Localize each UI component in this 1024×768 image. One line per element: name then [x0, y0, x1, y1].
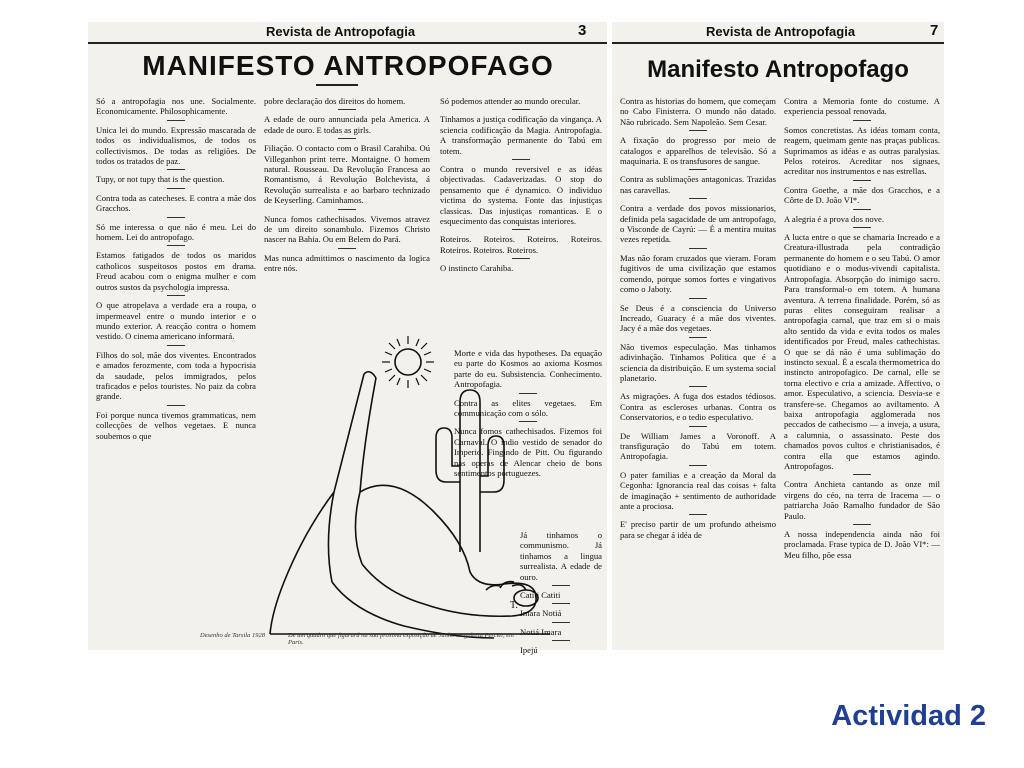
right-page-title: Manifesto Antropofago [647, 56, 909, 83]
paragraph: Contra a verdade dos povos missionarios, definida pela sagacidade de um antropofago, o Visconde de Cayrú: — É a mentira muitas vezes repetida. [620, 203, 776, 245]
paragraph: Catiti Catiti [520, 590, 561, 601]
separator-dash [552, 603, 570, 604]
paragraph: A fixação do progresso por meio de catalogos e apparelhos de televisão. Só a maquinaria. E os transfusores de sangue. [620, 135, 776, 167]
separator-dash [689, 169, 707, 170]
paragraph: Nunca fomos cathechisados. Fizemos foi Carnaval. O indio vestido de senador do Imperio. Fingindo de Pitt. Ou figurando nas operas de Alencar cheio de bons sentimentos portuguezes. [454, 426, 602, 479]
paragraph: Tinhamos a justiça codificação da vingança. A sciencia codificação da Magia. Antropofagia. A transformação permanente do Tabú em totem. [440, 114, 602, 156]
separator-dash [512, 109, 530, 110]
paragraph: Contra as elites vegetaes. Em communicação com o sólo. [454, 397, 602, 419]
separator-dash [167, 345, 185, 346]
paragraph: O pater familias e a creação da Moral da Cegonha: Ignorancia real das coisas + falta de imaginação + sentimento de authoridade ante a prociosa. [620, 469, 776, 511]
drawing-caption-note: De um quadro que figurará na sua proxima exposição de Junho na galeria Percier, em Paris. [288, 632, 514, 646]
paragraph: De William James a Voronoff. A transfiguração do Tabú em totem. Antropofagia. [620, 430, 776, 462]
paragraph: Só podemos attender ao mundo orecular. [440, 96, 581, 106]
separator-dash [512, 159, 530, 160]
separator-dash [689, 426, 707, 427]
paragraph: Contra a Memoria fonte do costume. A experiencia pessoal renovada. [784, 96, 940, 117]
left-column-2 [264, 96, 430, 336]
separator-dash [853, 524, 871, 525]
paragraph: Só me interessa o que não é meu. Lei do homem. Lei do antropofago. [96, 221, 256, 243]
left-page-number: 3 [578, 22, 587, 39]
separator-dash [512, 258, 530, 259]
paragraph: O instincto Carahiba. [440, 263, 514, 274]
separator-dash [167, 405, 185, 406]
paragraph: As migrações. A fuga dos estados tédiosos. Contra as escleroses urbanas. Contra os Conservatorios, e o tedio especulativo. [620, 391, 776, 423]
title-rule [316, 84, 358, 86]
separator-dash [853, 227, 871, 228]
separator-dash [552, 585, 570, 586]
paragraph: Estamos fatigados de todos os maridos catholicos suspeitosos postos em drama. Freud acabou com o enigma mulher e com outros sustos da psychologia impressa. [96, 250, 256, 292]
paragraph: O que atropelava a verdade era a roupa, o impermeavel entre o mundo interior e o mundo exterior. A reacção contra o homem vestido. O cinema americano informará. [96, 300, 256, 342]
separator-dash [689, 198, 707, 199]
paragraph: A alegria é a prova dos nove. [784, 213, 884, 224]
separator-dash [853, 209, 871, 210]
paragraph: A edade de ouro annunciada pela America. A edade de ouro. E todas as girls. [264, 114, 430, 135]
separator-dash [167, 245, 185, 246]
separator-dash [167, 120, 185, 121]
right-column-1 [620, 96, 776, 648]
separator-dash [338, 209, 356, 210]
separator-dash [853, 474, 871, 475]
separator-dash [167, 188, 185, 189]
paragraph: Ipejú [520, 645, 538, 656]
paragraph: Não tivemos especulação. Mas tinhamos adivinhação. Tinhamos Politica que é a sciencia da distribuição. E um systema social planetario. [620, 341, 776, 383]
left-column-1 [96, 96, 256, 648]
paragraph: Foi porque nunca tivemos grammaticas, nem collecções de velhos vegetaes. E nunca soubemos o que [96, 409, 256, 441]
separator-dash [689, 248, 707, 249]
paragraph: Contra o mundo reversivel e as idéas objectivadas. Cadaverizadas. O stop do pensamento que é dynamico. O individuo victima do systema. Fonte das injustiças classicas. Das injustiças romanticas. E o esquecimento das conquistas interiores. [440, 164, 602, 227]
separator-dash [338, 138, 356, 139]
paragraph: E' preciso partir de um profundo atheismo para se chegar á idéa de [620, 519, 776, 540]
paragraph: Contra as sublimações antagonicas. Trazidas nas caravellas. [620, 174, 776, 195]
paragraph: Contra Anchieta cantando as onze mil virgens do céo, na terra de Iracema — o patriarcha João Ramalho fundador de São Paulo. [784, 479, 940, 521]
right-newspaper-page [612, 22, 944, 650]
separator-dash [689, 130, 707, 131]
paragraph: pobre declaração dos direitos do homem. [264, 96, 406, 106]
paragraph: Filiação. O contacto com o Brasil Carahiba. Oú Villeganhon print terre. Montaigne. O homem natural. Rousseau. Da Revolução Francesa ao Romantismo, á Revolução Bolchevista, á Revolução surrealista e ao barbaro technizado de Keyserling. Caminhamos. [264, 143, 430, 206]
drawing-signature: T. [510, 600, 518, 611]
paragraph: Se Deus é a consciencia do Universo Increado, Guaracy é a mãe dos viventes. Jacy é a mãe dos vegetaes. [620, 302, 776, 334]
separator-dash [338, 248, 356, 249]
left-newspaper-page [88, 22, 608, 656]
paragraph: Contra as historias do homem, que começam no Cabo Finisterra. O mundo não datado. Não rubricado. Sem Napoleão. Sem Cesar. [620, 96, 776, 127]
activity-label: Actividad 2 [831, 700, 986, 732]
left-page-title: MANIFESTO ANTROPOFAGO [142, 50, 554, 81]
separator-dash [552, 640, 570, 641]
paragraph: Nunca fomos cathechisados. Vivemos atravez de um direito sonambulo. Fizemos Christo nascer na Bahia. Ou em Belem do Pará. [264, 213, 430, 245]
paragraph: A lucta entre o que se chamaria Increado e a Creatura-illustrada pela contradição permanente do homem e o seu Tabú. O amor quotidiano e o modus-vivendi capitalista. Antropofagia. Absorpção do inimigo sacro. Para transformal-o em totem. A humana aventura. A terrena finalidade. Porém, só as puras elites conseguiram realisar a antropofagia carnal, que traz em si o mais alto sentido da vida e evita todos os males identificados por Freud, males cathechistas. O que se dá não é uma sublimação do instincto sexual. É a escala thermometrica do instincto antropofagico. De carnal, elle se torna electivo e cria a amizade. Affectivo, o amor. Especulativo, a sciencia. Desvia-se e transfere-se. Chegamos ao aviltamento. A baixa antropofagia agglomerada nos peccados de cathecismo — a inveja, a usura, a calumnia, o assassinato. Peste dos chamados povos cultos e christianisados, é contra ella que estamos agindo. Antropofagos. [784, 232, 940, 471]
right-running-head [612, 22, 944, 44]
separator-dash [853, 120, 871, 121]
paragraph: Mas nunca admittimos o nascimento da logica entre nós. [264, 252, 430, 274]
left-column-3 [440, 96, 602, 346]
paragraph: Só a antropofagia nos une. Socialmente. Economicamente. Philosophicamente. [96, 96, 256, 117]
paragraph: Notiá Imara [520, 626, 562, 637]
paragraph: Mas não foram cruzados que vieram. Foram fugitivos de uma civilização que estamos comendo, porque somos fortes e vingativos como o Jaboty. [620, 252, 776, 295]
separator-dash [338, 109, 356, 110]
paragraph: A nossa independencia ainda não foi proclamada. Frase typica de D. João VI*: — Meu filho, põe essa [784, 529, 940, 560]
separator-dash [853, 180, 871, 181]
separator-dash [167, 217, 185, 218]
separator-dash [167, 295, 185, 296]
separator-dash [167, 169, 185, 170]
paragraph: Já tinhamos o communismo. Já tinhamos a lingua surrealista. A edade de ouro. [520, 530, 602, 582]
separator-dash [512, 229, 530, 230]
paragraph: Contra toda as catecheses. E contra a mãe dos Gracchos. [96, 192, 256, 214]
right-page-number: 7 [930, 22, 939, 39]
separator-dash [552, 622, 570, 623]
right-header-title: Revista de Antropofagia [706, 24, 856, 39]
paragraph: Morte e vida das hypotheses. Da equação eu parte do Kosmos ao axioma Kosmos parte do eu. Subsistencia. Conhecimento. Antropofagia. [454, 348, 602, 390]
separator-dash [689, 386, 707, 387]
separator-dash [689, 298, 707, 299]
paragraph: Unica lei do mundo. Expressão mascarada de todos os individualismos, de todos os collectivismos. De todas as religiões. De todos os tratados de paz. [96, 124, 256, 167]
paragraph: Somos concretistas. As idéas tomam conta, reagem, queimam gente nas praças publicas. Suprimamos as idéas e as outras paralysias. Pelos roteiros. Acreditar nos signaes, acreditar nos instrumentos e nas estrellas. [784, 124, 940, 177]
separator-dash [689, 514, 707, 515]
paragraph: Roteiros. Roteiros. Roteiros. Roteiros. Roteiros. Roteiros. Roteiros. [440, 234, 602, 255]
separator-dash [689, 465, 707, 466]
paragraph: Filhos do sol, mãe dos viventes. Encontrados e amados ferozmente, com toda a hypocrisia da saudade, pelos immigrados, pelos traficados e pelos touristes. No paiz da cobra grande. [96, 349, 256, 402]
left-header-title: Revista de Antropofagia [266, 24, 416, 39]
left-running-head [88, 22, 608, 44]
right-column-2 [784, 96, 940, 648]
antropofago-drawing [264, 342, 554, 642]
paragraph: Imara Notiá [520, 608, 562, 619]
separator-dash [689, 337, 707, 338]
paragraph: Contra Goethe, a mãe dos Gracchos, e a Côrte de D. João VI*. [784, 184, 940, 206]
paragraph: Tupy, or not tupy that is the question. [96, 174, 225, 185]
drawing-caption-author: Desenho de Tarsila 1928 [200, 632, 265, 639]
